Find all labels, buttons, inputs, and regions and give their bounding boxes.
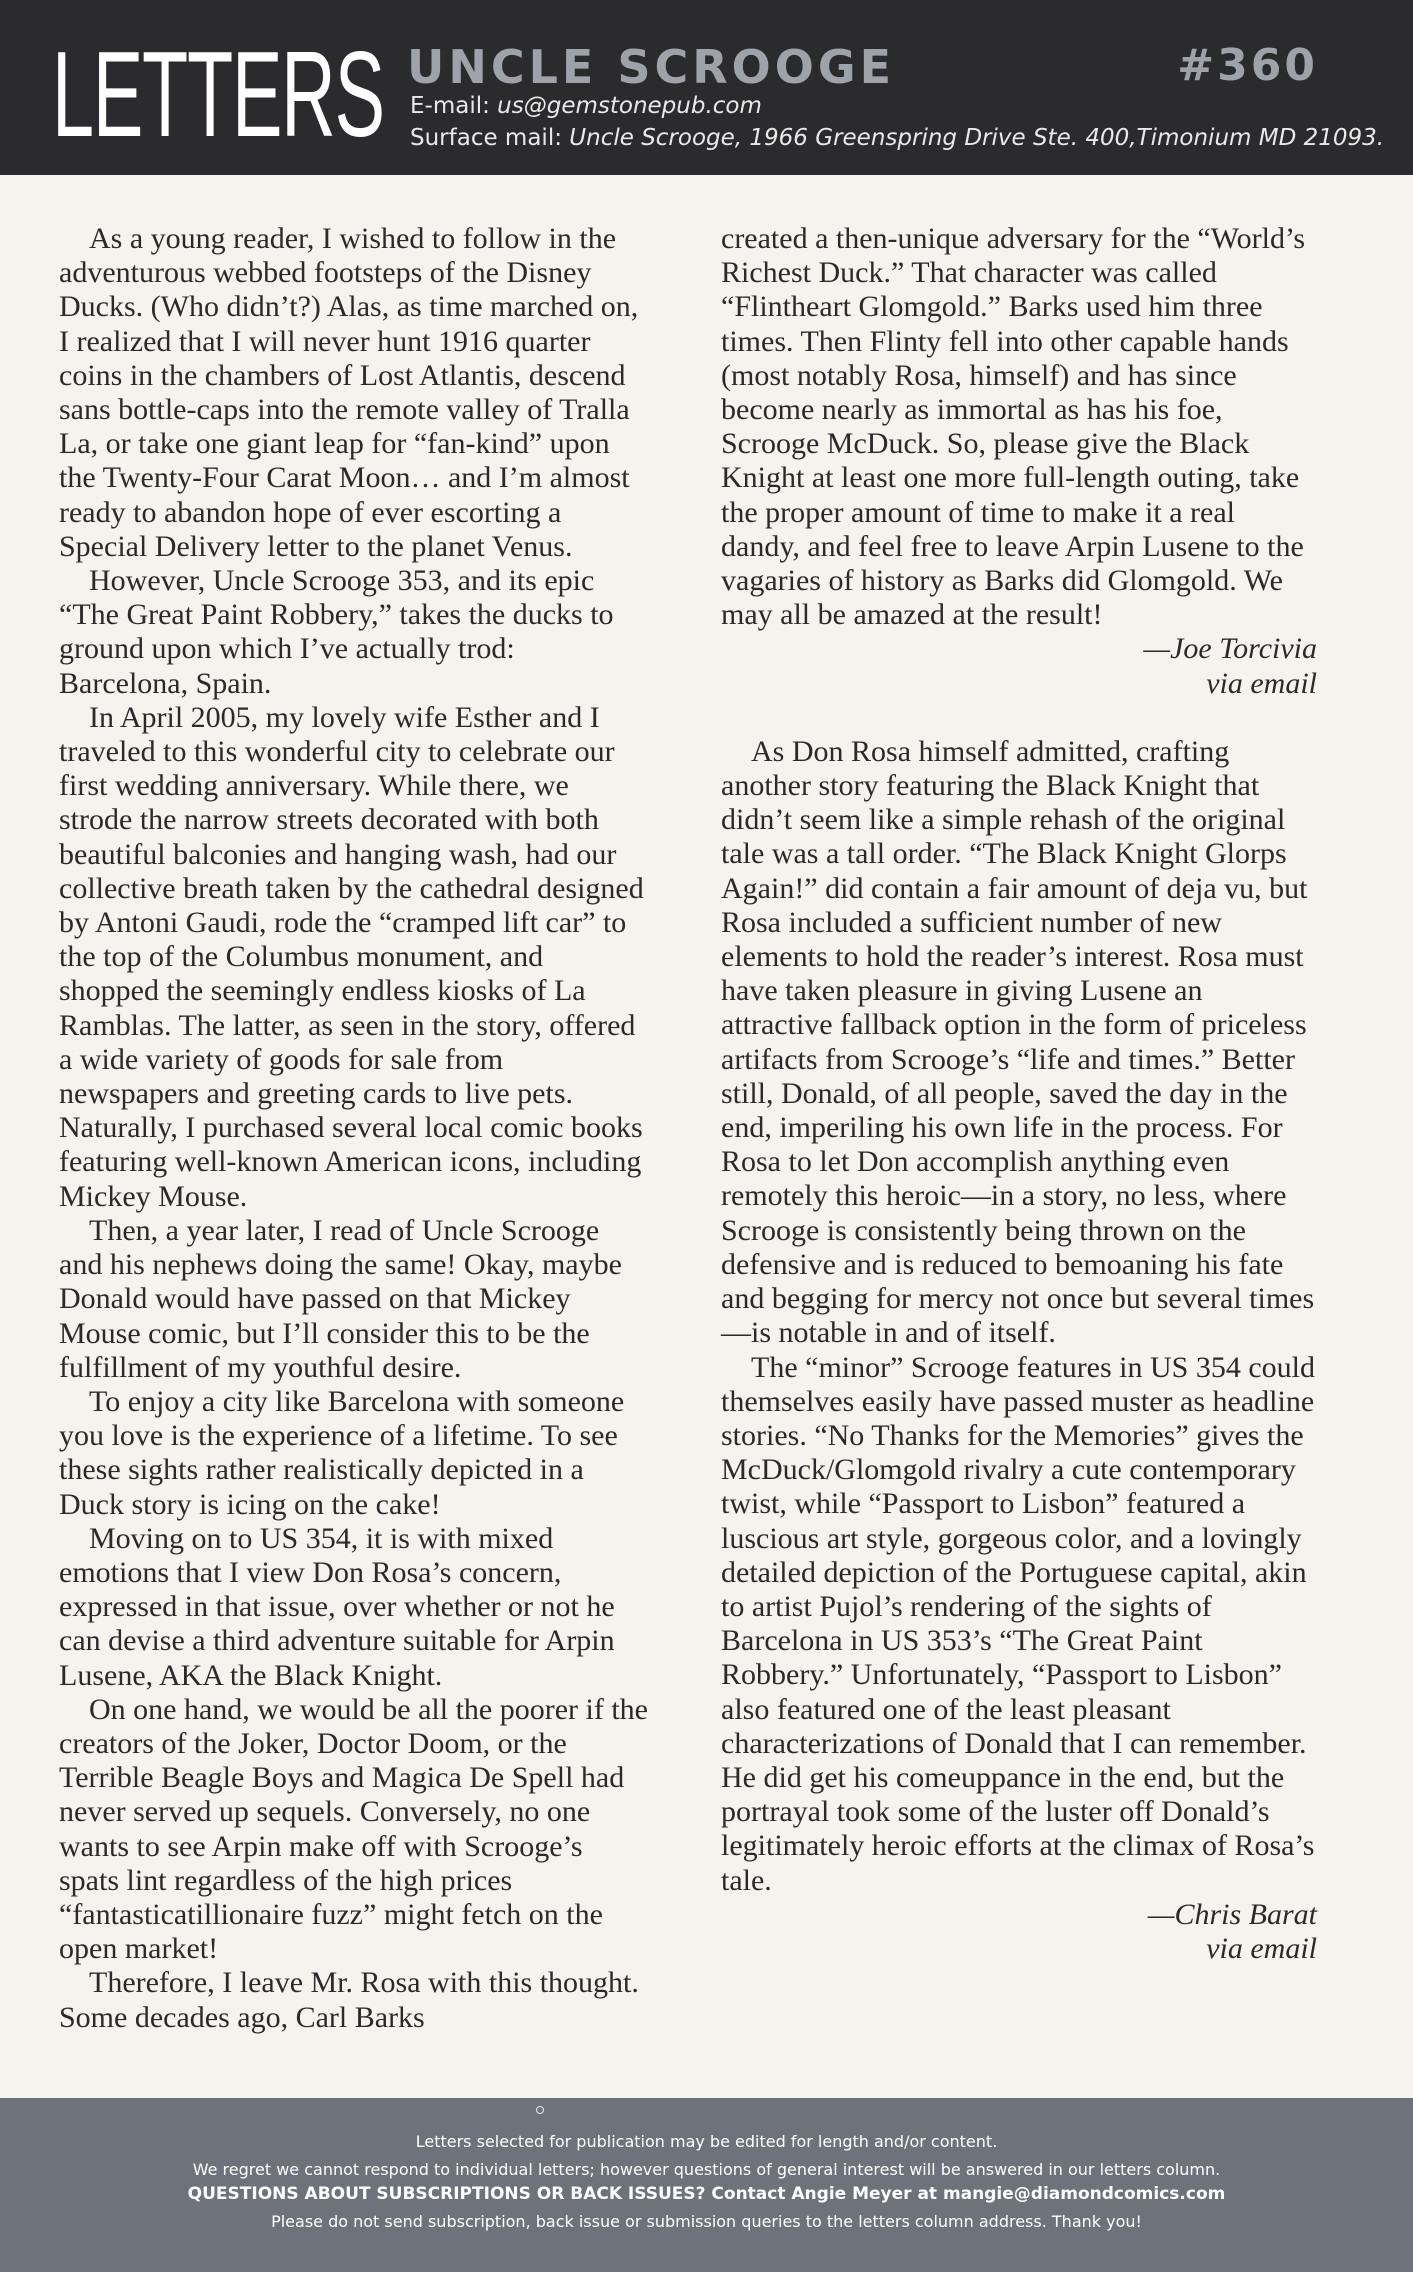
magazine-title: UNCLE SCROOGE	[407, 40, 896, 94]
footer-response-notice: We regret we cannot respond to individual letters; however questions of general interest will be answered in our letters column.	[192, 2160, 1221, 2179]
page-header	[0, 0, 1413, 175]
issue-number: #360	[1177, 40, 1318, 91]
letter1-paragraph-6: Moving on to US 354, it is with mixed emotions that I view Don Rosa’s concern, expressed in that issue, over whether or not he can devise a third adventure suitable for Arpin Lusene, AKA the Black Knight.	[59, 1521, 615, 1692]
letter-separator	[721, 701, 1321, 735]
letters-logo: LETTERS	[52, 26, 384, 162]
letter2-paragraph-1: As Don Rosa himself admitted, crafting another story featuring the Black Knight that didn’t seem like a simple rehash of the original tale was a tall order. “The Black Knight Glorps Again!” did contain a fair amount of deja vu, but Rosa included a sufficient number of new elements to hold the reader’s interest. Rosa must have taken pleasure in giving Lusene an attractive fallback option in the form of priceless artifacts from Scrooge’s “life and times.” Better still, Donald, of all people, saved the day in the end, imperiling his own life in the process. For Rosa to let Don accomplish anything even remotely this heroic—in a story, no less, where Scrooge is consistently being thrown on the defensive and is reduced to bemoaning his fate and begging for mercy not once but several times—is notable in and of itself.	[721, 734, 1315, 1350]
letter1-signature-name: —Joe Torcivia	[1143, 632, 1317, 666]
letter2-signature-name: —Chris Barat	[1147, 1897, 1317, 1931]
email-label: E-mail:	[410, 93, 498, 119]
email-address[interactable]: us@gemstonepub.com	[497, 93, 762, 119]
page-footer	[0, 2098, 1413, 2272]
surface-mail-address: Uncle Scrooge, 1966 Greenspring Drive Ste. 400,Timonium MD 21093.	[569, 125, 1385, 151]
letter1-paragraph-5: To enjoy a city like Barcelona with someone you love is the experience of a lifetime. To see these sights rather realistically depicted in a Duck story is icing on the cake!	[59, 1384, 625, 1521]
surface-mail-line	[410, 125, 1384, 151]
footer-editing-notice: Letters selected for publication may be edited for length and/or content.	[415, 2132, 998, 2151]
letter1-continuation: created a then-unique adversary for the “World’s Richest Duck.” That character was called “Flintheart Glomgold.” Barks used him three times. Then Flinty fell into other capable hands (most notably Rosa, himself) and has since become nearly as immortal as has his foe, Scrooge McDuck. So, please give the Black Knight at least one more full-length outing, take the proper amount of time to make it a real dandy, and feel free to leave Arpin Lusene to the vagaries of history as Barks did Glomgold. We may all be amazed at the result!	[721, 222, 1305, 632]
letter1-paragraph-7: On one hand, we would be all the poorer if the creators of the Joker, Doctor Doom, or the Terrible Beagle Boys and Magica De Spell had never served up sequels. Conversely, no one wants to see Arpin make off with Scrooge’s spats lint regardless of the high prices “fantasticatillionaire fuzz” might fetch on the open market!	[59, 1692, 648, 1966]
letter1-paragraph-3: In April 2005, my lovely wife Esther and I traveled to this wonderful city to celebrate our first wedding anniversary. While there, we strode the narrow streets decorated with both beautiful balconies and hanging wash, had our collective breath taken by the cathedral designed by Antoni Gaudi, rode the “cramped lift car” to the top of the Columbus monument, and shopped the seemingly endless kiosks of La Ramblas. The latter, as seen in the story, offered a wide variety of goods for sale from newspapers and greeting cards to live pets. Naturally, I purchased several local comic books featuring well-known American icons, including Mickey Mouse.	[59, 700, 644, 1213]
letter1-paragraph-2: However, Uncle Scrooge 353, and its epic “The Great Paint Robbery,” takes the ducks to ground upon which I’ve actually trod: Barcelona, Spain.	[59, 564, 614, 700]
letter1-paragraph-4: Then, a year later, I read of Uncle Scrooge and his nephews doing the same! Okay, maybe Donald would have passed on that Mickey Mouse comic, but I’ll consider this to be the fulfillment of my youthful desire.	[59, 1213, 622, 1384]
registration-mark-icon	[536, 2106, 544, 2114]
right-column	[721, 222, 1321, 1966]
email-line	[410, 93, 762, 119]
footer-queries-notice: Please do not send subscription, back issue or submission queries to the letters column address. Thank you!	[271, 2212, 1142, 2231]
letter1-paragraph-8: Therefore, I leave Mr. Rosa with this thought. Some decades ago, Carl Barks	[59, 1966, 639, 2034]
letter2-signature-via: via email	[1206, 1931, 1317, 1965]
footer-subscriptions-contact: QUESTIONS ABOUT SUBSCRIPTIONS OR BACK ISSUES? Contact Angie Meyer at mangie@diamondcomics.com	[187, 2184, 1226, 2204]
letter2-paragraph-2: The “minor” Scrooge features in US 354 could themselves easily have passed muster as headline stories. “No Thanks for the Memories” gives the McDuck/Glomgold rivalry a cute contemporary twist, while “Passport to Lisbon” featured a luscious art style, gorgeous color, and a lovingly detailed depiction of the Portuguese capital, akin to artist Pujol’s rendering of the sights of Barcelona in US 353’s “The Great Paint Robbery.” Unfortunately, “Passport to Lisbon” also featured one of the least pleasant characterizations of Donald that I can remember. He did get his comeuppance in the end, but the portrayal took some of the luster off Donald’s legitimately heroic efforts at the climax of Rosa’s tale.	[721, 1350, 1316, 1897]
surface-mail-label: Surface mail:	[410, 125, 570, 151]
left-column	[59, 222, 649, 2035]
letter1-paragraph-1: As a young reader, I wished to follow in the adventurous webbed footsteps of the Disney Ducks. (Who didn’t?) Alas, as time marched on, I realized that I will never hunt 1916 quarter coins in the chambers of Lost Atlantis, descend sans bottle-caps into the remote valley of Tralla La, or take one giant leap for “fan-kind” upon the Twenty-Four Carat Moon… and I’m almost ready to abandon hope of ever escorting a Special Delivery letter to the planet Venus.	[59, 222, 639, 563]
letter1-signature-via: via email	[1206, 666, 1317, 700]
